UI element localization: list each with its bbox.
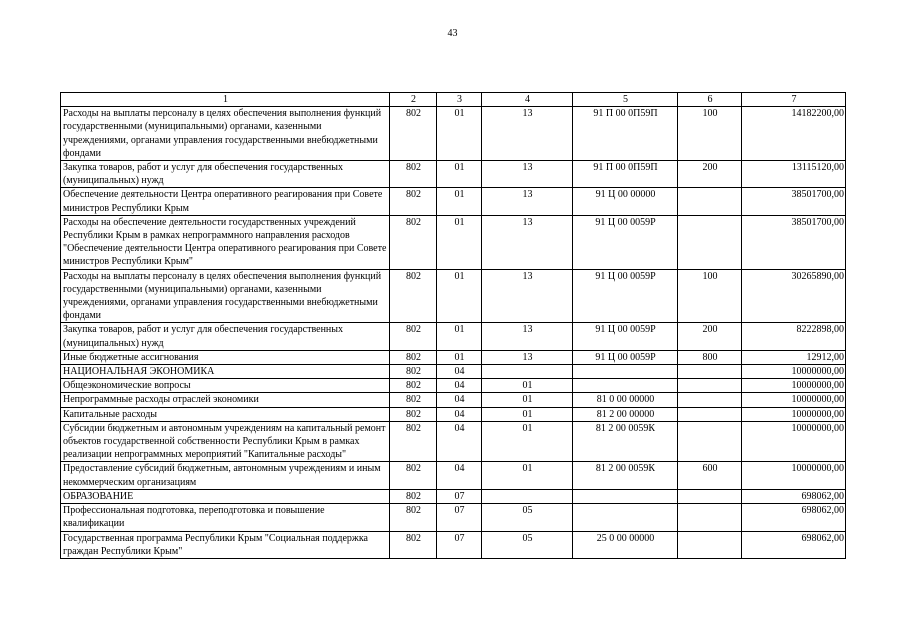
description-cell: Предоставление субсидий бюджетным, автономным учреждениям и иным некоммерческим организациям [61, 462, 390, 489]
section-cell: 04 [437, 379, 482, 393]
code-cell: 802 [390, 161, 437, 188]
subsection-cell: 13 [482, 269, 573, 323]
expense-type-cell [678, 531, 742, 558]
amount-cell: 10000000,00 [742, 462, 846, 489]
target-article-cell: 81 2 00 0059К [573, 421, 678, 462]
header-cell: 5 [573, 93, 678, 107]
expense-type-cell [678, 489, 742, 503]
amount-cell: 38501700,00 [742, 215, 846, 269]
target-article-cell: 81 2 00 0059К [573, 462, 678, 489]
code-cell: 802 [390, 531, 437, 558]
target-article-cell [573, 489, 678, 503]
description-cell: ОБРАЗОВАНИЕ [61, 489, 390, 503]
section-cell: 01 [437, 188, 482, 215]
target-article-cell: 25 0 00 00000 [573, 531, 678, 558]
subsection-cell: 05 [482, 504, 573, 531]
table-row [61, 161, 846, 188]
description-cell: НАЦИОНАЛЬНАЯ ЭКОНОМИКА [61, 365, 390, 379]
header-cell: 3 [437, 93, 482, 107]
table-row [61, 504, 846, 531]
table-row [61, 188, 846, 215]
expense-type-cell: 800 [678, 350, 742, 364]
section-cell: 01 [437, 323, 482, 350]
subsection-cell: 13 [482, 350, 573, 364]
target-article-cell: 91 Ц 00 0059Р [573, 323, 678, 350]
code-cell: 802 [390, 215, 437, 269]
section-cell: 07 [437, 489, 482, 503]
section-cell: 04 [437, 393, 482, 407]
subsection-cell: 01 [482, 462, 573, 489]
section-cell: 07 [437, 504, 482, 531]
target-article-cell: 91 Ц 00 00000 [573, 188, 678, 215]
code-cell: 802 [390, 504, 437, 531]
code-cell: 802 [390, 489, 437, 503]
amount-cell: 698062,00 [742, 489, 846, 503]
section-cell: 01 [437, 350, 482, 364]
expense-type-cell [678, 407, 742, 421]
expense-type-cell: 100 [678, 107, 742, 161]
code-cell: 802 [390, 407, 437, 421]
header-cell: 1 [61, 93, 390, 107]
description-cell: Закупка товаров, работ и услуг для обеспечения государственных (муниципальных) нужд [61, 323, 390, 350]
section-cell: 04 [437, 462, 482, 489]
table-row [61, 531, 846, 558]
table-row [61, 393, 846, 407]
amount-cell: 8222898,00 [742, 323, 846, 350]
table-row [61, 350, 846, 364]
expense-type-cell: 600 [678, 462, 742, 489]
table-row [61, 379, 846, 393]
description-cell: Расходы на выплаты персоналу в целях обеспечения выполнения функций государственными (муниципальными) органами, казенными учреждениями, органами управления государственными внебюджетными фондами [61, 107, 390, 161]
description-cell: Государственная программа Республики Крым "Социальная поддержка граждан Республики Крым" [61, 531, 390, 558]
amount-cell: 10000000,00 [742, 407, 846, 421]
table-row [61, 365, 846, 379]
subsection-cell: 13 [482, 323, 573, 350]
amount-cell: 14182200,00 [742, 107, 846, 161]
expense-type-cell [678, 504, 742, 531]
section-cell: 01 [437, 107, 482, 161]
table-row [61, 107, 846, 161]
target-article-cell [573, 379, 678, 393]
description-cell: Непрограммные расходы отраслей экономики [61, 393, 390, 407]
expense-type-cell [678, 188, 742, 215]
description-cell: Обеспечение деятельности Центра оперативного реагирования при Совете министров Республики Крым [61, 188, 390, 215]
amount-cell: 13115120,00 [742, 161, 846, 188]
header-cell: 7 [742, 93, 846, 107]
subsection-cell: 05 [482, 531, 573, 558]
header-cell: 6 [678, 93, 742, 107]
page-number: 43 [447, 28, 458, 39]
target-article-cell: 91 Ц 00 0059Р [573, 215, 678, 269]
description-cell: Субсидии бюджетным и автономным учреждениям на капитальный ремонт объектов государственной собственности Республики Крым в рамках реализации непрограммных мероприятий "Капитальные расходы" [61, 421, 390, 462]
section-cell: 01 [437, 269, 482, 323]
table-row [61, 489, 846, 503]
section-cell: 04 [437, 421, 482, 462]
description-cell: Общеэкономические вопросы [61, 379, 390, 393]
target-article-cell: 81 2 00 00000 [573, 407, 678, 421]
section-cell: 01 [437, 161, 482, 188]
code-cell: 802 [390, 421, 437, 462]
target-article-cell: 91 П 00 0П59П [573, 107, 678, 161]
subsection-cell [482, 489, 573, 503]
table-row [61, 421, 846, 462]
description-cell: Закупка товаров, работ и услуг для обеспечения государственных (муниципальных) нужд [61, 161, 390, 188]
header-cell: 2 [390, 93, 437, 107]
header-cell: 4 [482, 93, 573, 107]
section-cell: 04 [437, 365, 482, 379]
amount-cell: 30265890,00 [742, 269, 846, 323]
expense-type-cell [678, 365, 742, 379]
subsection-cell: 13 [482, 161, 573, 188]
code-cell: 802 [390, 188, 437, 215]
code-cell: 802 [390, 462, 437, 489]
description-cell: Расходы на обеспечение деятельности государственных учреждений Республики Крым в рамках непрограммного направления расходов "Обеспечение деятельности Центра оперативного реагирования при Совете министров Республики Крым" [61, 215, 390, 269]
target-article-cell: 91 Ц 00 0059Р [573, 269, 678, 323]
subsection-cell: 13 [482, 215, 573, 269]
target-article-cell: 81 0 00 00000 [573, 393, 678, 407]
description-cell: Расходы на выплаты персоналу в целях обеспечения выполнения функций государственными (муниципальными) органами, казенными учреждениями, органами управления государственными внебюджетными фондами [61, 269, 390, 323]
expense-type-cell [678, 421, 742, 462]
section-cell: 01 [437, 215, 482, 269]
subsection-cell [482, 365, 573, 379]
amount-cell: 10000000,00 [742, 379, 846, 393]
subsection-cell: 01 [482, 421, 573, 462]
subsection-cell: 13 [482, 107, 573, 161]
table-row [61, 323, 846, 350]
code-cell: 802 [390, 350, 437, 364]
target-article-cell [573, 504, 678, 531]
subsection-cell: 01 [482, 393, 573, 407]
description-cell: Профессиональная подготовка, переподготовка и повышение квалификации [61, 504, 390, 531]
code-cell: 802 [390, 393, 437, 407]
table-row [61, 269, 846, 323]
amount-cell: 10000000,00 [742, 393, 846, 407]
target-article-cell [573, 365, 678, 379]
table-header-row [61, 93, 846, 107]
expense-type-cell [678, 379, 742, 393]
subsection-cell: 01 [482, 379, 573, 393]
section-cell: 04 [437, 407, 482, 421]
expense-type-cell: 200 [678, 323, 742, 350]
amount-cell: 38501700,00 [742, 188, 846, 215]
amount-cell: 10000000,00 [742, 421, 846, 462]
expense-type-cell: 100 [678, 269, 742, 323]
code-cell: 802 [390, 365, 437, 379]
target-article-cell: 91 Ц 00 0059Р [573, 350, 678, 364]
code-cell: 802 [390, 107, 437, 161]
table-row [61, 462, 846, 489]
section-cell: 07 [437, 531, 482, 558]
expense-type-cell: 200 [678, 161, 742, 188]
amount-cell: 698062,00 [742, 531, 846, 558]
target-article-cell: 91 П 00 0П59П [573, 161, 678, 188]
description-cell: Капитальные расходы [61, 407, 390, 421]
code-cell: 802 [390, 379, 437, 393]
subsection-cell: 01 [482, 407, 573, 421]
table-row [61, 215, 846, 269]
subsection-cell: 13 [482, 188, 573, 215]
amount-cell: 10000000,00 [742, 365, 846, 379]
expense-type-cell [678, 393, 742, 407]
description-cell: Иные бюджетные ассигнования [61, 350, 390, 364]
code-cell: 802 [390, 269, 437, 323]
amount-cell: 12912,00 [742, 350, 846, 364]
code-cell: 802 [390, 323, 437, 350]
table-row [61, 407, 846, 421]
budget-table [60, 92, 846, 559]
expense-type-cell [678, 215, 742, 269]
amount-cell: 698062,00 [742, 504, 846, 531]
